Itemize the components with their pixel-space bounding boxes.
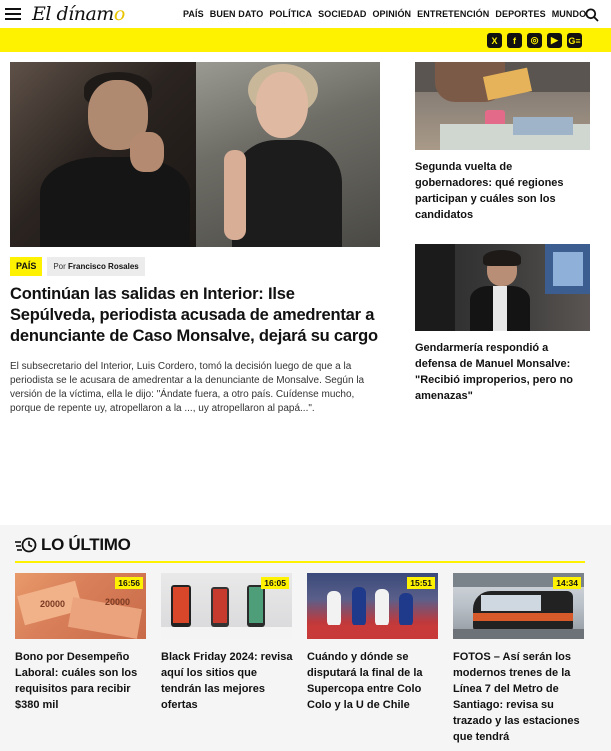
sidebar-story-image-2[interactable]: [415, 244, 590, 331]
nav-item-deportes[interactable]: DEPORTES: [495, 9, 546, 19]
latest-card-title-3[interactable]: Cuándo y dónde se disputará la final de la Supercopa entre Colo Colo y la U de Chile: [307, 651, 423, 711]
author-badge[interactable]: [47, 257, 144, 276]
time-badge: 14:34: [553, 577, 581, 589]
nav-item-mundo[interactable]: MUNDO: [551, 9, 587, 19]
latest-card-title-2[interactable]: Black Friday 2024: revisa aquí los sitios que tendrán las mejores ofertas: [161, 651, 293, 711]
time-badge: 15:51: [407, 577, 435, 589]
x-icon[interactable]: X: [487, 33, 502, 48]
sidebar-story-title-1[interactable]: Segunda vuelta de gobernadores: qué regiones participan y cuáles son los candidatos: [415, 161, 564, 221]
latest-heading: LO ÚLTIMO: [41, 535, 131, 554]
latest-card-image-4[interactable]: [453, 573, 584, 639]
main-story-image[interactable]: [10, 62, 380, 247]
latest-card-image-3[interactable]: [307, 573, 438, 639]
main-nav: [183, 9, 586, 19]
author-name: Francisco Rosales: [68, 262, 139, 271]
latest-card-title-1[interactable]: Bono por Desempeño Laboral: cuáles son los requisitos para recibir $380 mil: [15, 651, 138, 711]
latest-card-title-4[interactable]: FOTOS – Así serán los modernos trenes de la Línea 7 del Metro de Santiago: revisa su trazado y las estaciones que tendrá: [453, 651, 580, 743]
main-story-tags: [10, 257, 145, 276]
social-links: [487, 33, 582, 48]
top-header: [0, 0, 611, 28]
time-badge: 16:56: [115, 577, 143, 589]
nav-item-sociedad[interactable]: SOCIEDAD: [318, 9, 367, 19]
instagram-icon[interactable]: ◎: [527, 33, 542, 48]
menu-icon[interactable]: [5, 8, 21, 20]
logo-accent: o: [113, 3, 125, 25]
nav-item-politica[interactable]: POLÍTICA: [269, 9, 313, 19]
category-badge[interactable]: PAÍS: [10, 257, 42, 276]
google-news-icon[interactable]: G≡: [567, 33, 582, 48]
sidebar-story-image-1[interactable]: [415, 62, 590, 150]
logo-text: El dínam: [32, 3, 114, 25]
main-story-title[interactable]: Continúan las salidas en Interior: Ilse Sepúlveda, periodista acusada de amedrentar a denunciante de Caso Monsalve, dejará su cargo: [10, 285, 378, 345]
site-logo[interactable]: [32, 3, 125, 25]
photo-journalist: [196, 62, 380, 247]
facebook-icon[interactable]: f: [507, 33, 522, 48]
photo-official: [10, 62, 196, 247]
nav-item-entretencion[interactable]: ENTRETENCIÓN: [417, 9, 490, 19]
time-badge: 16:05: [261, 577, 289, 589]
latest-header: [15, 535, 131, 555]
author-prefix: Por: [53, 262, 66, 271]
nav-item-pais[interactable]: PAÍS: [183, 9, 204, 19]
search-icon[interactable]: [585, 8, 599, 22]
nav-item-opinion[interactable]: OPINIÓN: [372, 9, 412, 19]
latest-card-image-1[interactable]: 20000 20000 16:56: [15, 573, 146, 639]
latest-divider: [15, 561, 585, 563]
youtube-icon[interactable]: ▶: [547, 33, 562, 48]
clock-icon: [15, 536, 37, 554]
sidebar-story-title-2[interactable]: Gendarmería respondió a defensa de Manuel Monsalve: "Recibió improperios, pero no amenazas": [415, 342, 574, 402]
nav-item-buen-dato[interactable]: BUEN DATO: [209, 9, 264, 19]
main-story-excerpt: El subsecretario del Interior, Luis Cordero, tomó la decisión luego de que a la periodista se le acusara de amedrentar a la denunciante de Monsalve. Según la versión de la víctima, ella le dijo: "Ándate fuera, a otro país. Cuídense mucho, porque de repente uy, atropellaron a la ..., uy atropellaron al papá...".: [10, 361, 365, 414]
latest-card-image-2[interactable]: [161, 573, 292, 639]
